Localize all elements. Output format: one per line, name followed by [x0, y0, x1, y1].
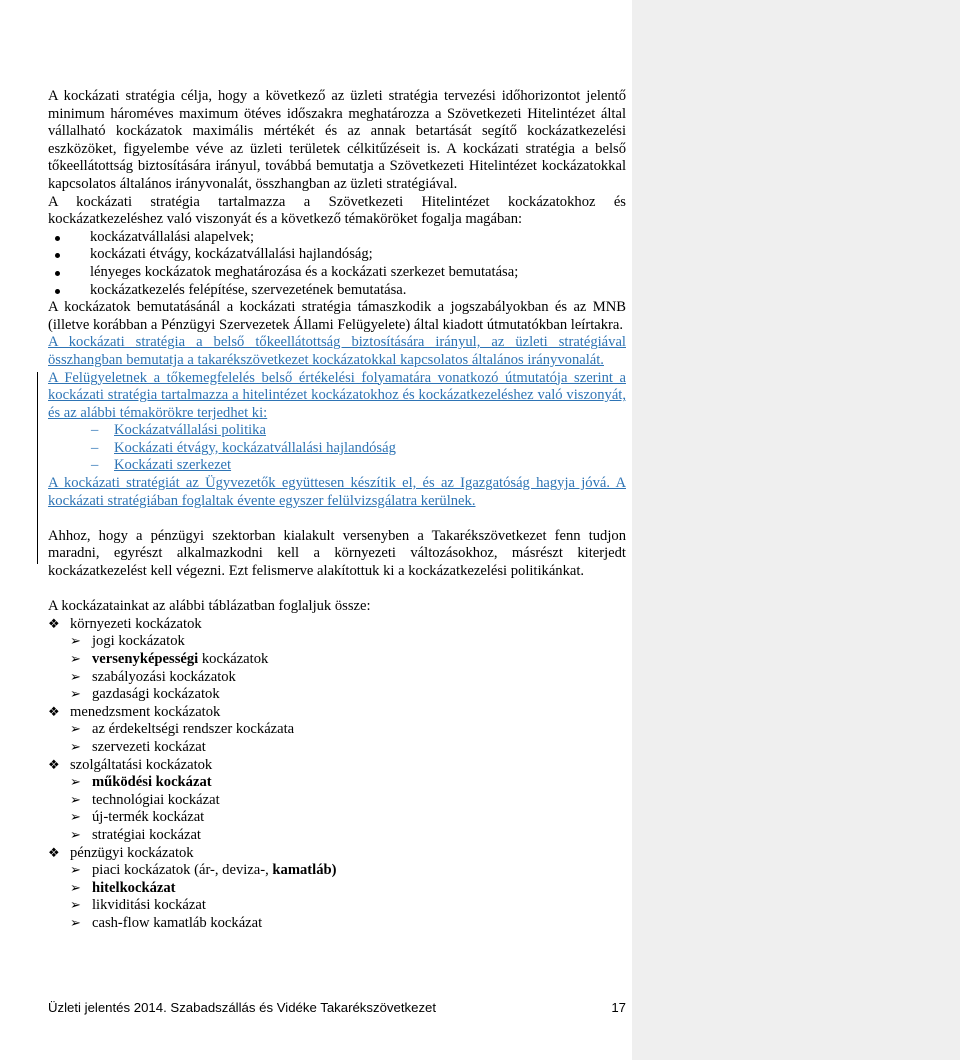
- paragraph-risk-summary-intro: A kockázatainkat az alábbi táblázatban foglaljuk össze:: [48, 598, 371, 615]
- arrowhead-bullet-icon: ➢: [70, 915, 81, 931]
- page-footer: [48, 1000, 626, 1015]
- risk-item: ➢ versenyképességi kockázatok: [70, 651, 269, 667]
- list-item: kockázatvállalási alapelvek;: [48, 229, 626, 247]
- paragraph-competition: Ahhoz, hogy a pénzügyi szektorban kialakult versenyben a Takarékszövetkezet fenn tudjon maradni, egyrészt alkalmazkodni kell a környezeti változásokhoz, másrészt kiterjedt kockázatkezelést kell végezni. Ezt felismerve alakítottuk ki a kockázatkezelési politikánkat.: [48, 527, 626, 580]
- inserted-paragraph-supervision: A Felügyeletnek a tőkemegfelelés belső értékelési folyamatára vonatkozó útmutatója szerint a kockázati stratégia tartalmazza a hitelintézet kockázatokhoz és kockázatkezeléshez való viszonyát, és az alábbi témakörökre terjedhet ki:: [48, 369, 626, 421]
- risk-item: ➢ piaci kockázatok (ár-, deviza-, kamatláb): [70, 862, 337, 879]
- list-item: – Kockázati szerkezet: [91, 457, 232, 474]
- bullet-icon: [55, 289, 60, 294]
- inserted-paragraph-capital: A kockázati stratégia a belső tőkeellátottság biztosítására irányul, az üzleti stratégiával összhangban bemutatja a takarékszövetkezet kockázatokkal kapcsolatos általános irányvonalát.: [48, 334, 626, 368]
- risk-item: ➢ cash-flow kamatláb kockázat: [70, 914, 263, 931]
- risk-category: ❖ menedzsment kockázatok: [48, 703, 221, 720]
- risk-category: ❖ pénzügyi kockázatok: [48, 844, 194, 861]
- arrowhead-bullet-icon: ➢: [70, 652, 81, 667]
- list-item: – Kockázati étvágy, kockázatvállalási hajlandóság: [91, 439, 396, 456]
- topics-list: [48, 229, 626, 299]
- risk-item: ➢ likviditási kockázat: [70, 897, 206, 914]
- risk-item: ➢ szervezeti kockázat: [70, 738, 206, 755]
- paragraph-mnb-guidance: A kockázatok bemutatásánál a kockázati stratégia támaszkodik a jogszabályokban és az MNB (illetve korábban a Pénzügyi Szervezetek Állami Felügyelete) által kiadott útmutatókban leírtakra.: [48, 299, 626, 333]
- risk-item: ➢ az érdekeltségi rendszer kockázata: [70, 721, 295, 738]
- risk-category: ❖ szolgáltatási kockázatok: [48, 756, 213, 773]
- diamond-bullet-icon: ❖: [48, 845, 60, 861]
- arrowhead-bullet-icon: ➢: [70, 722, 81, 738]
- change-bar: [37, 372, 38, 564]
- list-item: kockázatkezelés felépítése, szervezetének bemutatása.: [48, 282, 626, 300]
- dash-bullet: –: [91, 457, 99, 474]
- page-number: 17: [611, 1000, 626, 1015]
- diamond-bullet-icon: ❖: [48, 616, 60, 632]
- arrowhead-bullet-icon: ➢: [70, 687, 81, 703]
- risk-item: ➢ jogi kockázatok: [70, 633, 185, 650]
- arrowhead-bullet-icon: ➢: [70, 827, 81, 843]
- paragraph-strategy-contents: A kockázati stratégia tartalmazza a Szövetkezeti Hitelintézet kockázatokhoz és kockázatkezeléshez való viszonyát és a következő témaköröket fogalja magában:: [48, 193, 626, 228]
- comment-margin-panel: [632, 0, 960, 1060]
- dash-bullet: –: [91, 439, 99, 456]
- arrowhead-bullet-icon: ➢: [70, 669, 81, 685]
- bullet-icon: [55, 253, 60, 258]
- risk-item: ➢ szabályozási kockázatok: [70, 668, 236, 685]
- arrowhead-bullet-icon: ➢: [70, 898, 81, 914]
- risk-item: ➢ hitelkockázat: [70, 879, 176, 896]
- inserted-paragraph-approval: A kockázati stratégiát az Ügyvezetők együttesen készítik el, és az Igazgatóság hagyja jóvá. A kockázati stratégiában foglaltak évente egyszer felülvizsgálatra kerülnek.: [48, 475, 626, 509]
- risk-item: ➢ stratégiai kockázat: [70, 826, 201, 843]
- bullet-icon: [55, 271, 60, 276]
- list-item: kockázati étvágy, kockázatvállalási hajlandóság;: [48, 246, 626, 264]
- risk-item: ➢ gazdasági kockázatok: [70, 686, 220, 703]
- dash-bullet: –: [91, 422, 99, 439]
- list-item: lényeges kockázatok meghatározása és a kockázati szerkezet bemutatása;: [48, 264, 626, 282]
- risk-item: ➢ technológiai kockázat: [70, 791, 220, 808]
- arrowhead-bullet-icon: ➢: [70, 863, 81, 879]
- diamond-bullet-icon: ❖: [48, 704, 60, 720]
- arrowhead-bullet-icon: ➢: [70, 880, 81, 896]
- arrowhead-bullet-icon: ➢: [70, 634, 81, 650]
- arrowhead-bullet-icon: ➢: [70, 775, 81, 791]
- risk-item: ➢ működési kockázat: [70, 774, 212, 791]
- risk-list: [48, 616, 626, 933]
- arrowhead-bullet-icon: ➢: [70, 792, 81, 808]
- inserted-topics-list: [48, 422, 626, 475]
- paragraph-strategy-goal: A kockázati stratégia célja, hogy a következő az üzleti stratégia tervezési időhorizontot jelentő minimum hároméves maximum ötéves időszakra meghatározza a Szövetkezeti Hitelintézet által vállalható kockázatok maximális mértékét és az annak betartását segítő kockázatkezelési eszközöket, figyelembe véve az üzleti területek célkitűzéseit is. A kockázati stratégia a belső tőkeellátottság biztosítására irányul, továbbá bemutatja a Szövetkezeti Hitelintézet kockázatokkal kapcsolatos általános irányvonalát, összhangban az üzleti stratégiával.: [48, 88, 626, 192]
- document-body: [48, 88, 626, 933]
- risk-item: ➢ új-termék kockázat: [70, 809, 205, 826]
- bullet-icon: [55, 236, 60, 241]
- footer-title: Üzleti jelentés 2014. Szabadszállás és Vidéke Takarékszövetkezet: [48, 1000, 437, 1015]
- diamond-bullet-icon: ❖: [48, 757, 60, 773]
- list-item: – Kockázatvállalási politika: [91, 422, 266, 439]
- risk-category: ❖ környezeti kockázatok: [48, 615, 202, 632]
- arrowhead-bullet-icon: ➢: [70, 739, 81, 755]
- arrowhead-bullet-icon: ➢: [70, 810, 81, 826]
